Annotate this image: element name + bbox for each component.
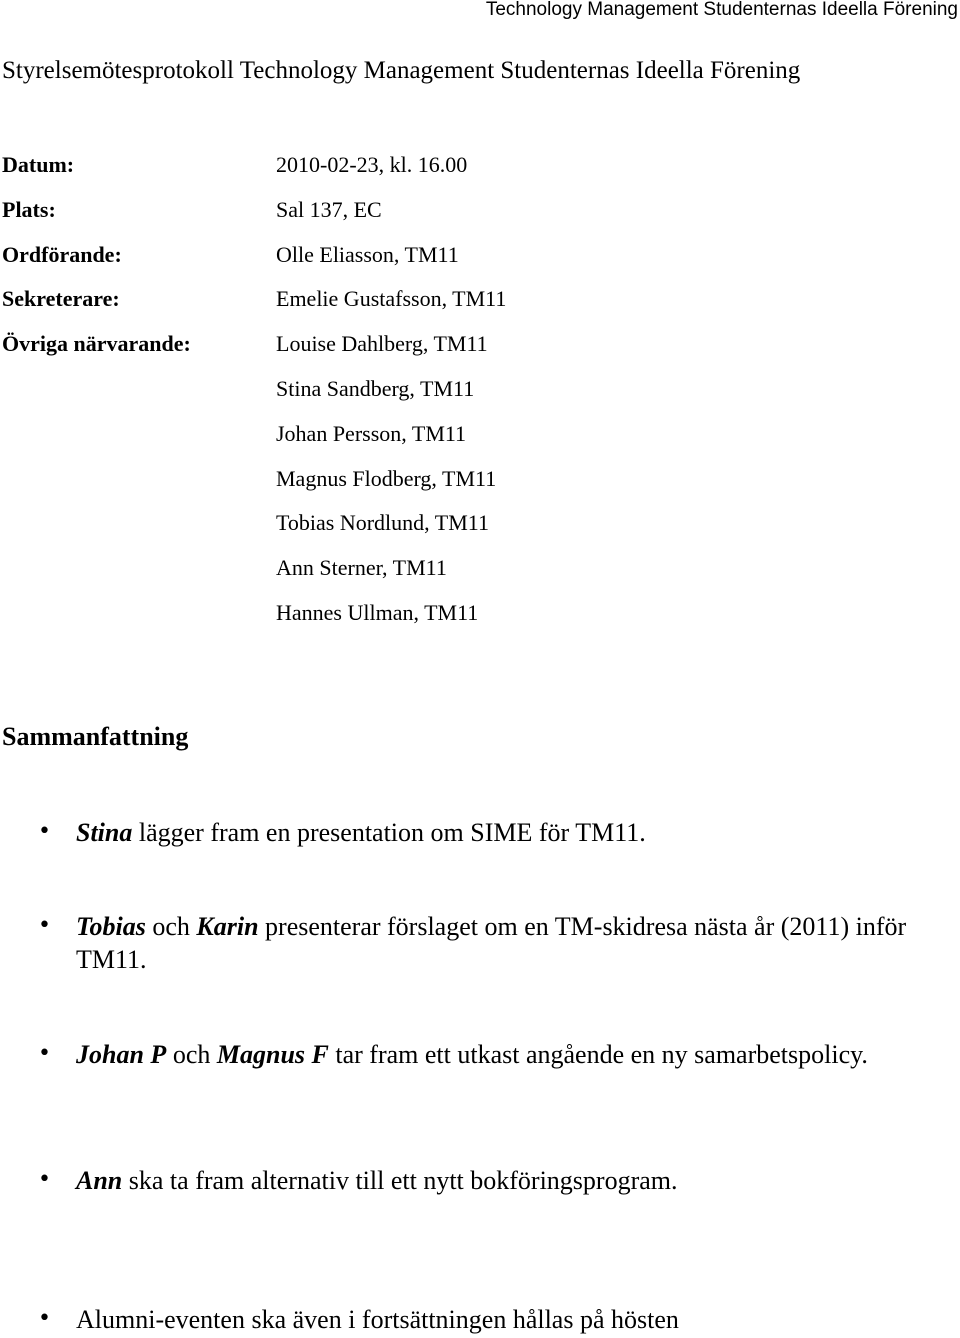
place-row [2,188,942,233]
bullet-icon: • [38,1306,51,1331]
summary-item-text [76,910,958,976]
attendees-row [2,322,942,636]
summary-item [38,1164,958,1197]
joiner-text: och [166,1040,217,1069]
attendee: Tobias Nordlund, TM11 [276,510,489,536]
joiner-text: och [145,912,197,941]
summary-item-text [76,816,958,849]
item-text: ska ta fram alternativ till ett nytt bokföringsprogram. [122,1166,678,1195]
date-row [2,143,942,188]
summary-item-text [76,1038,958,1071]
document-title: Styrelsemötesprotokoll Technology Management Studenternas Ideella Förening [2,57,801,84]
item-text: tar fram ett utkast angående en ny samarbetspolicy. [328,1040,868,1069]
item-text: Alumni-eventen ska även i fortsättningen hållas på hösten [76,1305,679,1334]
summary-item-text [76,1303,958,1336]
person-name: Karin [196,912,259,941]
summary-heading: Sammanfattning [2,722,189,751]
running-header: Technology Management Studenternas Ideella Förening [485,0,958,20]
attendees-label: Övriga närvarande: [2,331,191,357]
person-name: Ann [76,1166,123,1195]
attendee: Louise Dahlberg, TM11 [276,331,488,357]
chair-label: Ordförande: [2,241,122,267]
attendees-list [276,322,942,636]
attendee: Ann Sterner, TM11 [276,555,447,581]
summary-item [38,910,958,976]
secretary-row [2,277,942,322]
item-text: presenterar förslaget om en TM-skidresa nästa år (2011) inför TM11. [76,912,907,974]
bullet-icon: • [38,819,51,844]
secretary-value: Emelie Gustafsson, TM11 [276,286,507,312]
item-text: lägger fram en presentation om SIME för TM11. [132,818,646,847]
attendee: Hannes Ullman, TM11 [276,599,479,625]
secretary-label: Sekreterare: [2,286,120,312]
bullet-icon: • [38,913,51,938]
place-label: Plats: [2,196,56,222]
date-label: Datum: [2,152,75,177]
attendee: Magnus Flodberg, TM11 [276,465,497,491]
chair-value: Olle Eliasson, TM11 [276,241,459,267]
attendee: Stina Sandberg, TM11 [276,375,475,401]
summary-item [38,1303,958,1336]
summary-item [38,816,958,849]
meeting-details [2,143,942,636]
person-name: Tobias [76,912,146,941]
chair-row [2,233,942,278]
person-name: Magnus F [216,1040,329,1069]
attendee: Johan Persson, TM11 [276,420,467,446]
summary-item [38,1038,958,1071]
place-value: Sal 137, EC [276,196,382,222]
person-name: Stina [76,818,133,847]
bullet-icon: • [38,1167,51,1192]
person-name: Johan P [76,1040,167,1069]
date-value: 2010-02-23, kl. 16.00 [276,152,468,177]
summary-item-text [76,1164,958,1197]
bullet-icon: • [38,1041,51,1066]
